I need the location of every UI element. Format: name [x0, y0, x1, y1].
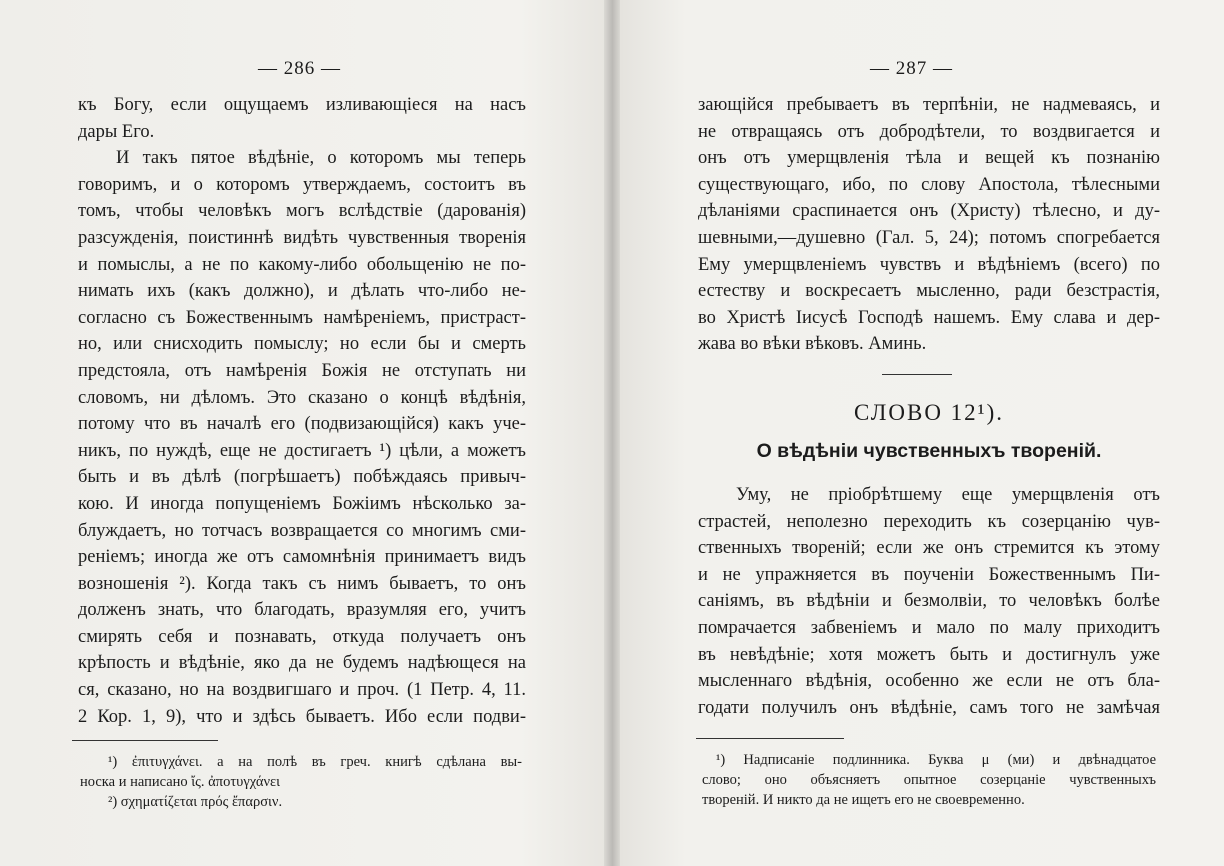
chapter-subheading: О вѣдѣніи чувственныхъ твореній. — [756, 440, 1102, 462]
footnote-separator — [696, 738, 844, 739]
text-line: реніемъ; иногда же отъ самомнѣнія принимаетъ видъ — [78, 547, 526, 568]
text-line: саніямъ, въ вѣдѣніи и безмолвіи, то человѣкъ болѣе — [698, 591, 1160, 612]
text-line: Ему умерщвленіемъ чувствъ и вѣдѣніемъ (всего) по — [698, 254, 1160, 275]
right-body-text-bottom — [698, 482, 1160, 721]
footnote-line: ¹) Надписаніе подлинника. Буква μ (ми) и двѣнадцатое — [716, 752, 1156, 768]
text-line: И такъ пятое вѣдѣніе, о которомъ мы теперь — [116, 148, 526, 169]
right-footnotes — [702, 750, 1156, 810]
text-line: Уму, не пріобрѣтшему еще умерщвленія отъ — [736, 485, 1160, 505]
text-line: дѣланіями сраспинается онъ (Христу) тѣлесно, и ду- — [698, 201, 1160, 222]
footnote-line: ²) σχηματίζεται πρός ἔπαρσιν. — [108, 794, 283, 810]
text-line: кою. И иногда попущеніемъ Божіимъ нѣсколько за- — [78, 493, 526, 514]
chapter-heading: СЛОВО 12¹). — [854, 400, 1004, 425]
text-line: существующаго, ибо, по слову Апостола, тѣлесными — [698, 174, 1160, 195]
text-line: помрачается забвеніемъ и мало по малу приходитъ — [698, 617, 1160, 638]
text-line: разсужденія, поистиннѣ видѣть чувственныя творенія — [78, 227, 526, 248]
footnote-line: ¹) ἐπιτυγχάνει. а на полѣ въ греч. книгѣ сдѣлана вы- — [108, 754, 522, 770]
text-line: зающійся пребываетъ въ терпѣніи, не надмеваясь, и — [698, 95, 1160, 115]
footnote-line: твореній. И никто да не ищетъ его не своевременно. — [702, 792, 1025, 808]
text-line: къ Богу, если ощущаемъ изливающіеся на насъ — [78, 95, 526, 115]
left-body-text — [78, 92, 526, 730]
text-line: возношенія ²). Когда такъ съ нимъ бываетъ, то онъ — [78, 573, 526, 594]
text-line: мысленнаго вѣдѣнія, особенно же если не отъ бла- — [698, 671, 1160, 692]
text-line: долженъ знать, что благодать, вразумляя его, учитъ — [78, 600, 526, 621]
text-line: говоримъ, и о которомъ утверждаемъ, состоитъ въ — [78, 174, 526, 195]
text-line: но, или снисходить помыслу; но если бы и смерть — [78, 334, 526, 355]
page-number: — 286 — — [258, 58, 341, 79]
text-line: потому что въ началѣ его (подвизающійся) какъ уче- — [78, 414, 526, 435]
text-line: крѣпость и вѣдѣніе, яко да не будемъ надѣющеся на — [78, 653, 526, 674]
text-line: и не упражняется въ поученіи Божественнымъ Пи- — [698, 564, 1160, 585]
text-line: томъ, чтобы человѣкъ могъ вслѣдствіе (дарованія) — [78, 201, 526, 222]
footnote-separator — [72, 740, 218, 741]
text-line: онъ отъ умерщвленія тѣла и вещей къ познанію — [698, 148, 1160, 169]
text-line: годати получилъ онъ вѣдѣніе, самъ того не замѣчая — [698, 697, 1160, 718]
text-line: не отвращаясь отъ добродѣтели, то воздвигается и — [698, 121, 1160, 142]
text-line: естеству и воскресаетъ мысленно, ради безстрастія, — [698, 281, 1160, 302]
right-body-text-top — [698, 92, 1160, 358]
text-line: нимать ихъ (какъ должно), и дѣлать что-либо не- — [78, 281, 526, 302]
footnote-line: носка и написано ἴς. ἀποτυγχάνει — [80, 774, 281, 790]
text-line: согласно съ Божественнымъ намѣреніемъ, пристраст- — [78, 307, 526, 328]
section-separator — [882, 374, 952, 375]
text-line: предстояла, отъ намѣренія Божія не отступать ни — [78, 360, 526, 381]
left-footnotes — [80, 752, 522, 812]
right-page — [612, 0, 1224, 866]
text-line: дары Его. — [78, 121, 155, 142]
text-line: смирять себя и познавать, откуда получаетъ онъ — [78, 626, 526, 647]
text-line: словомъ, ни дѣломъ. Это сказано о концѣ вѣдѣнія, — [78, 387, 526, 408]
text-line: страстей, неполезно переходить къ созерцанію чув- — [698, 511, 1160, 532]
text-line: 2 Кор. 1, 9), что и здѣсь бываетъ. Ибо если подви- — [78, 706, 526, 727]
footnote-line: слово; оно объясняетъ опытное созерцаніе чувственныхъ — [702, 772, 1156, 788]
text-line: во Христѣ Іисусѣ Господѣ нашемъ. Ему слава и дер- — [698, 307, 1160, 328]
text-line: блуждаетъ, но тотчасъ возвращается со многимъ сми- — [78, 520, 526, 541]
text-line: шевными,—душевно (Гал. 5, 24); потомъ спогребается — [698, 227, 1160, 248]
text-line: быть и въ дѣлѣ (погрѣшаетъ) побѣждаясь привыч- — [78, 467, 526, 488]
book-gutter — [604, 0, 620, 866]
text-line: въ невѣдѣніе; хотя можетъ быть и достигнулъ уже — [698, 644, 1160, 665]
text-line: и помыслы, а не по какому-либо обольщенію не по- — [78, 254, 526, 275]
page-number: — 287 — — [870, 58, 953, 79]
text-line: жава во вѣки вѣковъ. Аминь. — [698, 334, 927, 355]
text-line: ся, сказано, но на воздвигшаго и проч. (1 Петр. 4, 11. — [78, 680, 526, 701]
text-line: никъ, по нуждѣ, еще не достигаетъ ¹) цѣли, а можетъ — [78, 440, 526, 461]
text-line: ственныхъ твореній; если же онъ стремится къ этому — [698, 538, 1160, 559]
